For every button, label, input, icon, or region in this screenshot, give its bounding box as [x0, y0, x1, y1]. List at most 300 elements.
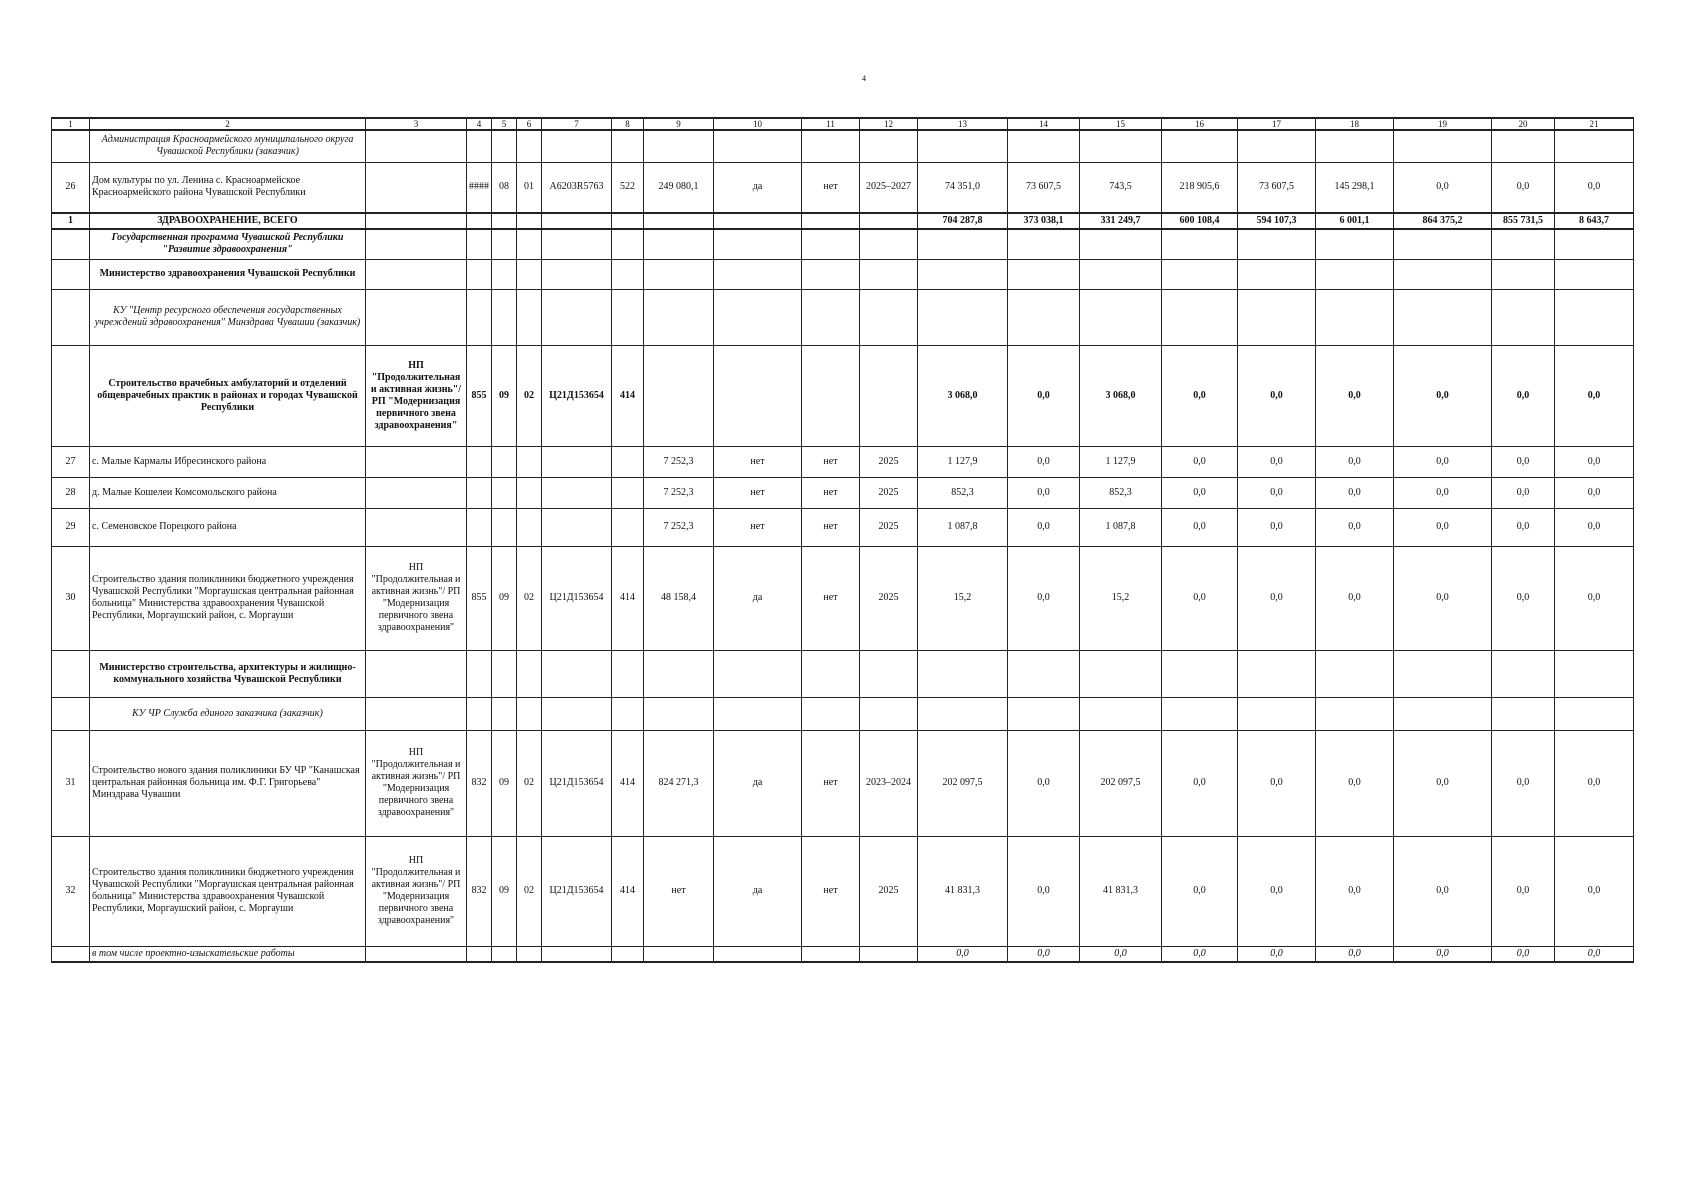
table-cell — [802, 650, 860, 697]
table-cell — [1008, 130, 1080, 162]
table-cell — [1316, 289, 1394, 345]
table-row — [52, 345, 1634, 446]
program-cell — [366, 946, 467, 962]
table-cell: 0,0 — [1394, 162, 1492, 213]
table-cell — [1008, 229, 1080, 259]
table-cell — [467, 650, 492, 697]
table-cell: 522 — [612, 162, 644, 213]
table-cell — [860, 289, 918, 345]
table-cell — [1316, 697, 1394, 730]
table-cell — [467, 289, 492, 345]
table-cell: нет — [802, 508, 860, 546]
table-cell — [918, 697, 1008, 730]
table-cell — [1555, 697, 1634, 730]
table-cell: 855 731,5 — [1492, 213, 1555, 229]
table-cell: 15,2 — [1080, 546, 1162, 650]
column-number: 3 — [366, 118, 467, 130]
page-number: 4 — [862, 74, 866, 83]
table-cell: 2025 — [860, 446, 918, 477]
table-cell: 0,0 — [1316, 546, 1394, 650]
table-cell — [517, 697, 542, 730]
table-body — [52, 130, 1634, 962]
table-cell: 852,3 — [1080, 477, 1162, 508]
table-cell — [467, 508, 492, 546]
table-cell: 0,0 — [1008, 477, 1080, 508]
table-cell — [517, 650, 542, 697]
row-name: д. Малые Кошелеи Комсомольского района — [90, 477, 366, 508]
program-cell: НП "Продолжительная и активная жизнь"/ РП "Модернизация первичного звена здравоохранения" — [366, 546, 467, 650]
table-cell — [542, 130, 612, 162]
table-cell: 855 — [467, 345, 492, 446]
table-cell: 0,0 — [1555, 446, 1634, 477]
table-cell: 0,0 — [1492, 162, 1555, 213]
table-cell: 0,0 — [1238, 345, 1316, 446]
table-cell — [517, 213, 542, 229]
table-cell — [714, 289, 802, 345]
row-name: Дом культуры по ул. Ленина с. Красноармейское Красноармейского района Чувашской Республики — [90, 162, 366, 213]
table-cell: 0,0 — [1555, 730, 1634, 836]
table-cell — [1238, 289, 1316, 345]
table-cell: 02 — [517, 836, 542, 946]
table-cell — [517, 229, 542, 259]
table-cell: 0,0 — [1394, 477, 1492, 508]
table-cell — [492, 650, 517, 697]
table-cell — [517, 289, 542, 345]
table-cell — [714, 130, 802, 162]
table-cell — [860, 130, 918, 162]
table-cell: нет — [802, 446, 860, 477]
row-name: с. Семеновское Порецкого района — [90, 508, 366, 546]
table-cell: 0,0 — [1008, 546, 1080, 650]
table-row — [52, 162, 1634, 213]
table-cell: 414 — [612, 546, 644, 650]
table-cell — [714, 697, 802, 730]
table-cell: 331 249,7 — [1080, 213, 1162, 229]
table-cell: 0,0 — [1555, 546, 1634, 650]
row-number: 31 — [52, 730, 90, 836]
table-cell: нет — [802, 546, 860, 650]
table-cell — [492, 946, 517, 962]
table-cell: 0,0 — [1316, 477, 1394, 508]
table-cell: 0,0 — [1492, 836, 1555, 946]
table-cell: 0,0 — [1238, 477, 1316, 508]
program-cell: НП "Продолжительная и активная жизнь"/ РП "Модернизация первичного звена здравоохранения" — [366, 836, 467, 946]
table-cell: 0,0 — [1492, 508, 1555, 546]
table-cell — [860, 650, 918, 697]
table-cell — [1555, 229, 1634, 259]
table-cell: нет — [802, 730, 860, 836]
table-cell — [918, 650, 1008, 697]
table-cell: 02 — [517, 730, 542, 836]
table-cell — [644, 650, 714, 697]
table-cell: #### — [467, 162, 492, 213]
table-row — [52, 836, 1634, 946]
table-cell: А6203R5763 — [542, 162, 612, 213]
table-cell: 704 287,8 — [918, 213, 1008, 229]
table-cell — [612, 508, 644, 546]
table-cell: 0,0 — [1238, 946, 1316, 962]
table-cell: 73 607,5 — [1008, 162, 1080, 213]
table-cell: 41 831,3 — [918, 836, 1008, 946]
column-number: 13 — [918, 118, 1008, 130]
table-cell — [1316, 650, 1394, 697]
table-cell: да — [714, 730, 802, 836]
table-cell: 7 252,3 — [644, 508, 714, 546]
table-cell: 74 351,0 — [918, 162, 1008, 213]
table-cell — [542, 697, 612, 730]
table-cell: 0,0 — [1555, 345, 1634, 446]
row-name: Администрация Красноармейского муниципального округа Чувашской Республики (заказчик) — [90, 130, 366, 162]
table-cell: 7 252,3 — [644, 477, 714, 508]
table-cell — [860, 946, 918, 962]
table-cell: 0,0 — [1008, 446, 1080, 477]
table-cell: 0,0 — [1316, 345, 1394, 446]
table-cell: 0,0 — [1162, 345, 1238, 446]
table-cell — [467, 130, 492, 162]
table-cell — [802, 946, 860, 962]
table-cell: 0,0 — [1394, 546, 1492, 650]
table-cell: 0,0 — [1555, 946, 1634, 962]
table-cell — [1162, 229, 1238, 259]
row-name: ЗДРАВООХРАНЕНИЕ, ВСЕГО — [90, 213, 366, 229]
row-name: Строительство врачебных амбулаторий и отделений общеврачебных практик в районах и городах Чувашской Республики — [90, 345, 366, 446]
column-number: 18 — [1316, 118, 1394, 130]
table-cell: 0,0 — [1316, 730, 1394, 836]
table-cell — [714, 229, 802, 259]
column-number: 4 — [467, 118, 492, 130]
table-cell: нет — [802, 162, 860, 213]
table-cell — [612, 130, 644, 162]
table-cell: 0,0 — [1492, 477, 1555, 508]
table-cell: 832 — [467, 730, 492, 836]
program-cell — [366, 446, 467, 477]
table-cell — [542, 259, 612, 289]
table-cell — [860, 229, 918, 259]
table-cell: Ц21Д153654 — [542, 730, 612, 836]
table-cell: нет — [802, 477, 860, 508]
table-cell: 3 068,0 — [1080, 345, 1162, 446]
table-cell: 0,0 — [1555, 162, 1634, 213]
table-cell — [1316, 259, 1394, 289]
table-cell: 832 — [467, 836, 492, 946]
table-cell: Ц21Д153654 — [542, 345, 612, 446]
table-cell — [1316, 130, 1394, 162]
table-cell — [517, 946, 542, 962]
column-number: 8 — [612, 118, 644, 130]
table-cell: 0,0 — [1238, 546, 1316, 650]
row-number: 27 — [52, 446, 90, 477]
table-cell — [1162, 259, 1238, 289]
table-cell: 0,0 — [1492, 730, 1555, 836]
table-cell — [492, 289, 517, 345]
table-row — [52, 229, 1634, 259]
program-cell: НП "Продолжительная и активная жизнь"/ РП "Модернизация первичного звена здравоохранения" — [366, 730, 467, 836]
table-cell: нет — [714, 477, 802, 508]
table-cell — [1394, 289, 1492, 345]
row-name: Строительство здания поликлиники бюджетного учреждения Чувашской Республики "Моргаушская центральная районная больница" Министерства здравоохранения Чувашской Республики, Моргаушский район, с. Моргауши — [90, 546, 366, 650]
table-cell: 0,0 — [1316, 508, 1394, 546]
table-cell: 0,0 — [1555, 508, 1634, 546]
table-cell: нет — [714, 508, 802, 546]
table-cell — [517, 477, 542, 508]
column-number: 20 — [1492, 118, 1555, 130]
table-cell — [542, 946, 612, 962]
table-cell: 414 — [612, 345, 644, 446]
table-cell — [860, 213, 918, 229]
table-cell: 8 643,7 — [1555, 213, 1634, 229]
table-cell — [1555, 130, 1634, 162]
program-cell — [366, 697, 467, 730]
table-cell — [1162, 289, 1238, 345]
row-name: с. Малые Кармалы Ибресинского района — [90, 446, 366, 477]
table-cell — [1008, 289, 1080, 345]
table-cell — [612, 229, 644, 259]
table-cell — [714, 650, 802, 697]
table-cell — [1555, 259, 1634, 289]
table-cell — [542, 289, 612, 345]
table-cell — [918, 259, 1008, 289]
table-cell — [1394, 259, 1492, 289]
table-cell — [517, 130, 542, 162]
table-row — [52, 259, 1634, 289]
table-cell: 0,0 — [1394, 446, 1492, 477]
table-cell — [1162, 697, 1238, 730]
table-cell: 0,0 — [1238, 446, 1316, 477]
table-cell: нет — [714, 446, 802, 477]
table-cell: 0,0 — [1162, 730, 1238, 836]
column-number: 16 — [1162, 118, 1238, 130]
table-cell: 0,0 — [1008, 345, 1080, 446]
column-number: 1 — [52, 118, 90, 130]
table-cell: 0,0 — [1162, 836, 1238, 946]
column-number: 15 — [1080, 118, 1162, 130]
table-row — [52, 446, 1634, 477]
table-cell: 202 097,5 — [918, 730, 1008, 836]
table-cell: 0,0 — [1394, 345, 1492, 446]
table-row — [52, 650, 1634, 697]
table-cell: 0,0 — [1238, 508, 1316, 546]
row-number — [52, 946, 90, 962]
row-number: 32 — [52, 836, 90, 946]
table-cell — [644, 213, 714, 229]
table-cell — [1492, 697, 1555, 730]
program-cell — [366, 259, 467, 289]
table-cell: 249 080,1 — [644, 162, 714, 213]
table-cell: 0,0 — [1008, 730, 1080, 836]
table-cell: 0,0 — [1492, 546, 1555, 650]
table-cell: да — [714, 162, 802, 213]
table-cell — [1555, 650, 1634, 697]
table-cell — [644, 946, 714, 962]
row-name: Министерство строительства, архитектуры и жилищно-коммунального хозяйства Чувашской Республики — [90, 650, 366, 697]
table-cell — [918, 229, 1008, 259]
column-number: 19 — [1394, 118, 1492, 130]
total-row — [52, 213, 1634, 229]
table-cell — [517, 259, 542, 289]
table-cell: 594 107,3 — [1238, 213, 1316, 229]
row-name: Государственная программа Чувашской Республики "Развитие здравоохранения" — [90, 229, 366, 259]
row-name: в том числе проектно-изыскательские работы — [90, 946, 366, 962]
table-cell: 2025 — [860, 546, 918, 650]
table-cell — [644, 130, 714, 162]
table-cell: 0,0 — [1394, 508, 1492, 546]
program-cell — [366, 650, 467, 697]
table-cell: 1 127,9 — [1080, 446, 1162, 477]
row-number — [52, 650, 90, 697]
table-cell — [918, 289, 1008, 345]
table-cell — [802, 345, 860, 446]
table-cell — [612, 650, 644, 697]
table-cell: Ц21Д153654 — [542, 836, 612, 946]
table-cell: 7 252,3 — [644, 446, 714, 477]
table-cell: 0,0 — [1008, 508, 1080, 546]
table-cell — [1394, 229, 1492, 259]
table-cell — [492, 508, 517, 546]
table-cell: 2025 — [860, 508, 918, 546]
table-cell: 1 087,8 — [1080, 508, 1162, 546]
table-row — [52, 130, 1634, 162]
table-cell: 0,0 — [1492, 946, 1555, 962]
table-cell: 2025 — [860, 836, 918, 946]
table-cell — [714, 259, 802, 289]
table-cell — [492, 213, 517, 229]
table-cell: нет — [802, 836, 860, 946]
table-cell — [492, 259, 517, 289]
table-cell — [467, 259, 492, 289]
row-number: 28 — [52, 477, 90, 508]
row-number — [52, 289, 90, 345]
column-number: 9 — [644, 118, 714, 130]
table-cell: 743,5 — [1080, 162, 1162, 213]
column-number: 7 — [542, 118, 612, 130]
table-cell — [802, 289, 860, 345]
table-cell — [1492, 130, 1555, 162]
table-cell: 0,0 — [1162, 946, 1238, 962]
program-cell — [366, 508, 467, 546]
row-name: Строительство нового здания поликлиники БУ ЧР "Канашская центральная районная больница им. Ф.Г. Григорьева" Минздрава Чувашии — [90, 730, 366, 836]
table-cell: 41 831,3 — [1080, 836, 1162, 946]
table-cell — [492, 446, 517, 477]
table-cell: 0,0 — [1162, 508, 1238, 546]
row-number: 29 — [52, 508, 90, 546]
table-cell: 0,0 — [1492, 446, 1555, 477]
row-number — [52, 697, 90, 730]
table-cell: Ц21Д153654 — [542, 546, 612, 650]
column-number: 6 — [517, 118, 542, 130]
table-cell: 0,0 — [1316, 446, 1394, 477]
table-cell: 0,0 — [1394, 836, 1492, 946]
table-cell: 855 — [467, 546, 492, 650]
table-cell — [802, 259, 860, 289]
budget-table — [51, 117, 1634, 963]
table-cell: 09 — [492, 546, 517, 650]
table-cell — [492, 697, 517, 730]
row-name: КУ "Центр ресурсного обеспечения государственных учреждений здравоохранения" Минздрава Чувашии (заказчик) — [90, 289, 366, 345]
table-cell: 202 097,5 — [1080, 730, 1162, 836]
table-cell — [644, 289, 714, 345]
table-cell: 218 905,6 — [1162, 162, 1238, 213]
table-cell: 15,2 — [918, 546, 1008, 650]
row-number: 30 — [52, 546, 90, 650]
table-cell — [1238, 259, 1316, 289]
table-cell: 08 — [492, 162, 517, 213]
column-number: 12 — [860, 118, 918, 130]
program-cell — [366, 289, 467, 345]
program-cell — [366, 229, 467, 259]
table-cell: 600 108,4 — [1162, 213, 1238, 229]
table-cell: 0,0 — [1080, 946, 1162, 962]
row-name: Строительство здания поликлиники бюджетного учреждения Чувашской Республики "Моргаушская центральная районная больница" Министерства здравоохранения Чувашской Республики, Моргаушский район, с. Моргауши — [90, 836, 366, 946]
table-cell — [802, 130, 860, 162]
table-cell — [1238, 650, 1316, 697]
table-cell — [1394, 130, 1492, 162]
table-cell: 0,0 — [1162, 446, 1238, 477]
table-cell: нет — [644, 836, 714, 946]
column-number: 14 — [1008, 118, 1080, 130]
table-cell: 0,0 — [1162, 477, 1238, 508]
table-cell — [1492, 650, 1555, 697]
table-cell — [542, 229, 612, 259]
table-cell: 2025 — [860, 477, 918, 508]
table-cell — [714, 345, 802, 446]
program-cell — [366, 130, 467, 162]
row-number — [52, 130, 90, 162]
table-cell — [1080, 259, 1162, 289]
table-cell — [644, 697, 714, 730]
table-cell — [467, 446, 492, 477]
table-cell — [492, 477, 517, 508]
column-number-row — [52, 118, 1634, 130]
table-cell: 09 — [492, 345, 517, 446]
table-cell — [644, 259, 714, 289]
table-cell — [1162, 650, 1238, 697]
table-cell: 02 — [517, 345, 542, 446]
table-cell — [1492, 259, 1555, 289]
table-cell — [1238, 697, 1316, 730]
table-cell — [1555, 289, 1634, 345]
table-cell — [802, 697, 860, 730]
table-cell — [802, 229, 860, 259]
table-row — [52, 730, 1634, 836]
table-cell — [860, 259, 918, 289]
row-number — [52, 229, 90, 259]
table-cell — [542, 446, 612, 477]
row-number: 26 — [52, 162, 90, 213]
table-cell: 0,0 — [1316, 836, 1394, 946]
table-cell — [1080, 289, 1162, 345]
table-cell — [860, 345, 918, 446]
table-cell — [1238, 130, 1316, 162]
table-cell: 0,0 — [1555, 836, 1634, 946]
column-number: 10 — [714, 118, 802, 130]
table-cell — [1394, 650, 1492, 697]
column-number: 2 — [90, 118, 366, 130]
table-cell — [1080, 650, 1162, 697]
table-cell — [1008, 259, 1080, 289]
table-cell — [714, 946, 802, 962]
table-cell: 1 127,9 — [918, 446, 1008, 477]
table-cell — [492, 130, 517, 162]
table-cell — [542, 650, 612, 697]
table-cell — [1080, 130, 1162, 162]
table-cell — [612, 259, 644, 289]
table-cell — [467, 213, 492, 229]
table-cell — [1492, 289, 1555, 345]
table-cell: 2023–2024 — [860, 730, 918, 836]
row-name: Министерство здравоохранения Чувашской Республики — [90, 259, 366, 289]
table-cell — [860, 697, 918, 730]
table-cell — [918, 130, 1008, 162]
